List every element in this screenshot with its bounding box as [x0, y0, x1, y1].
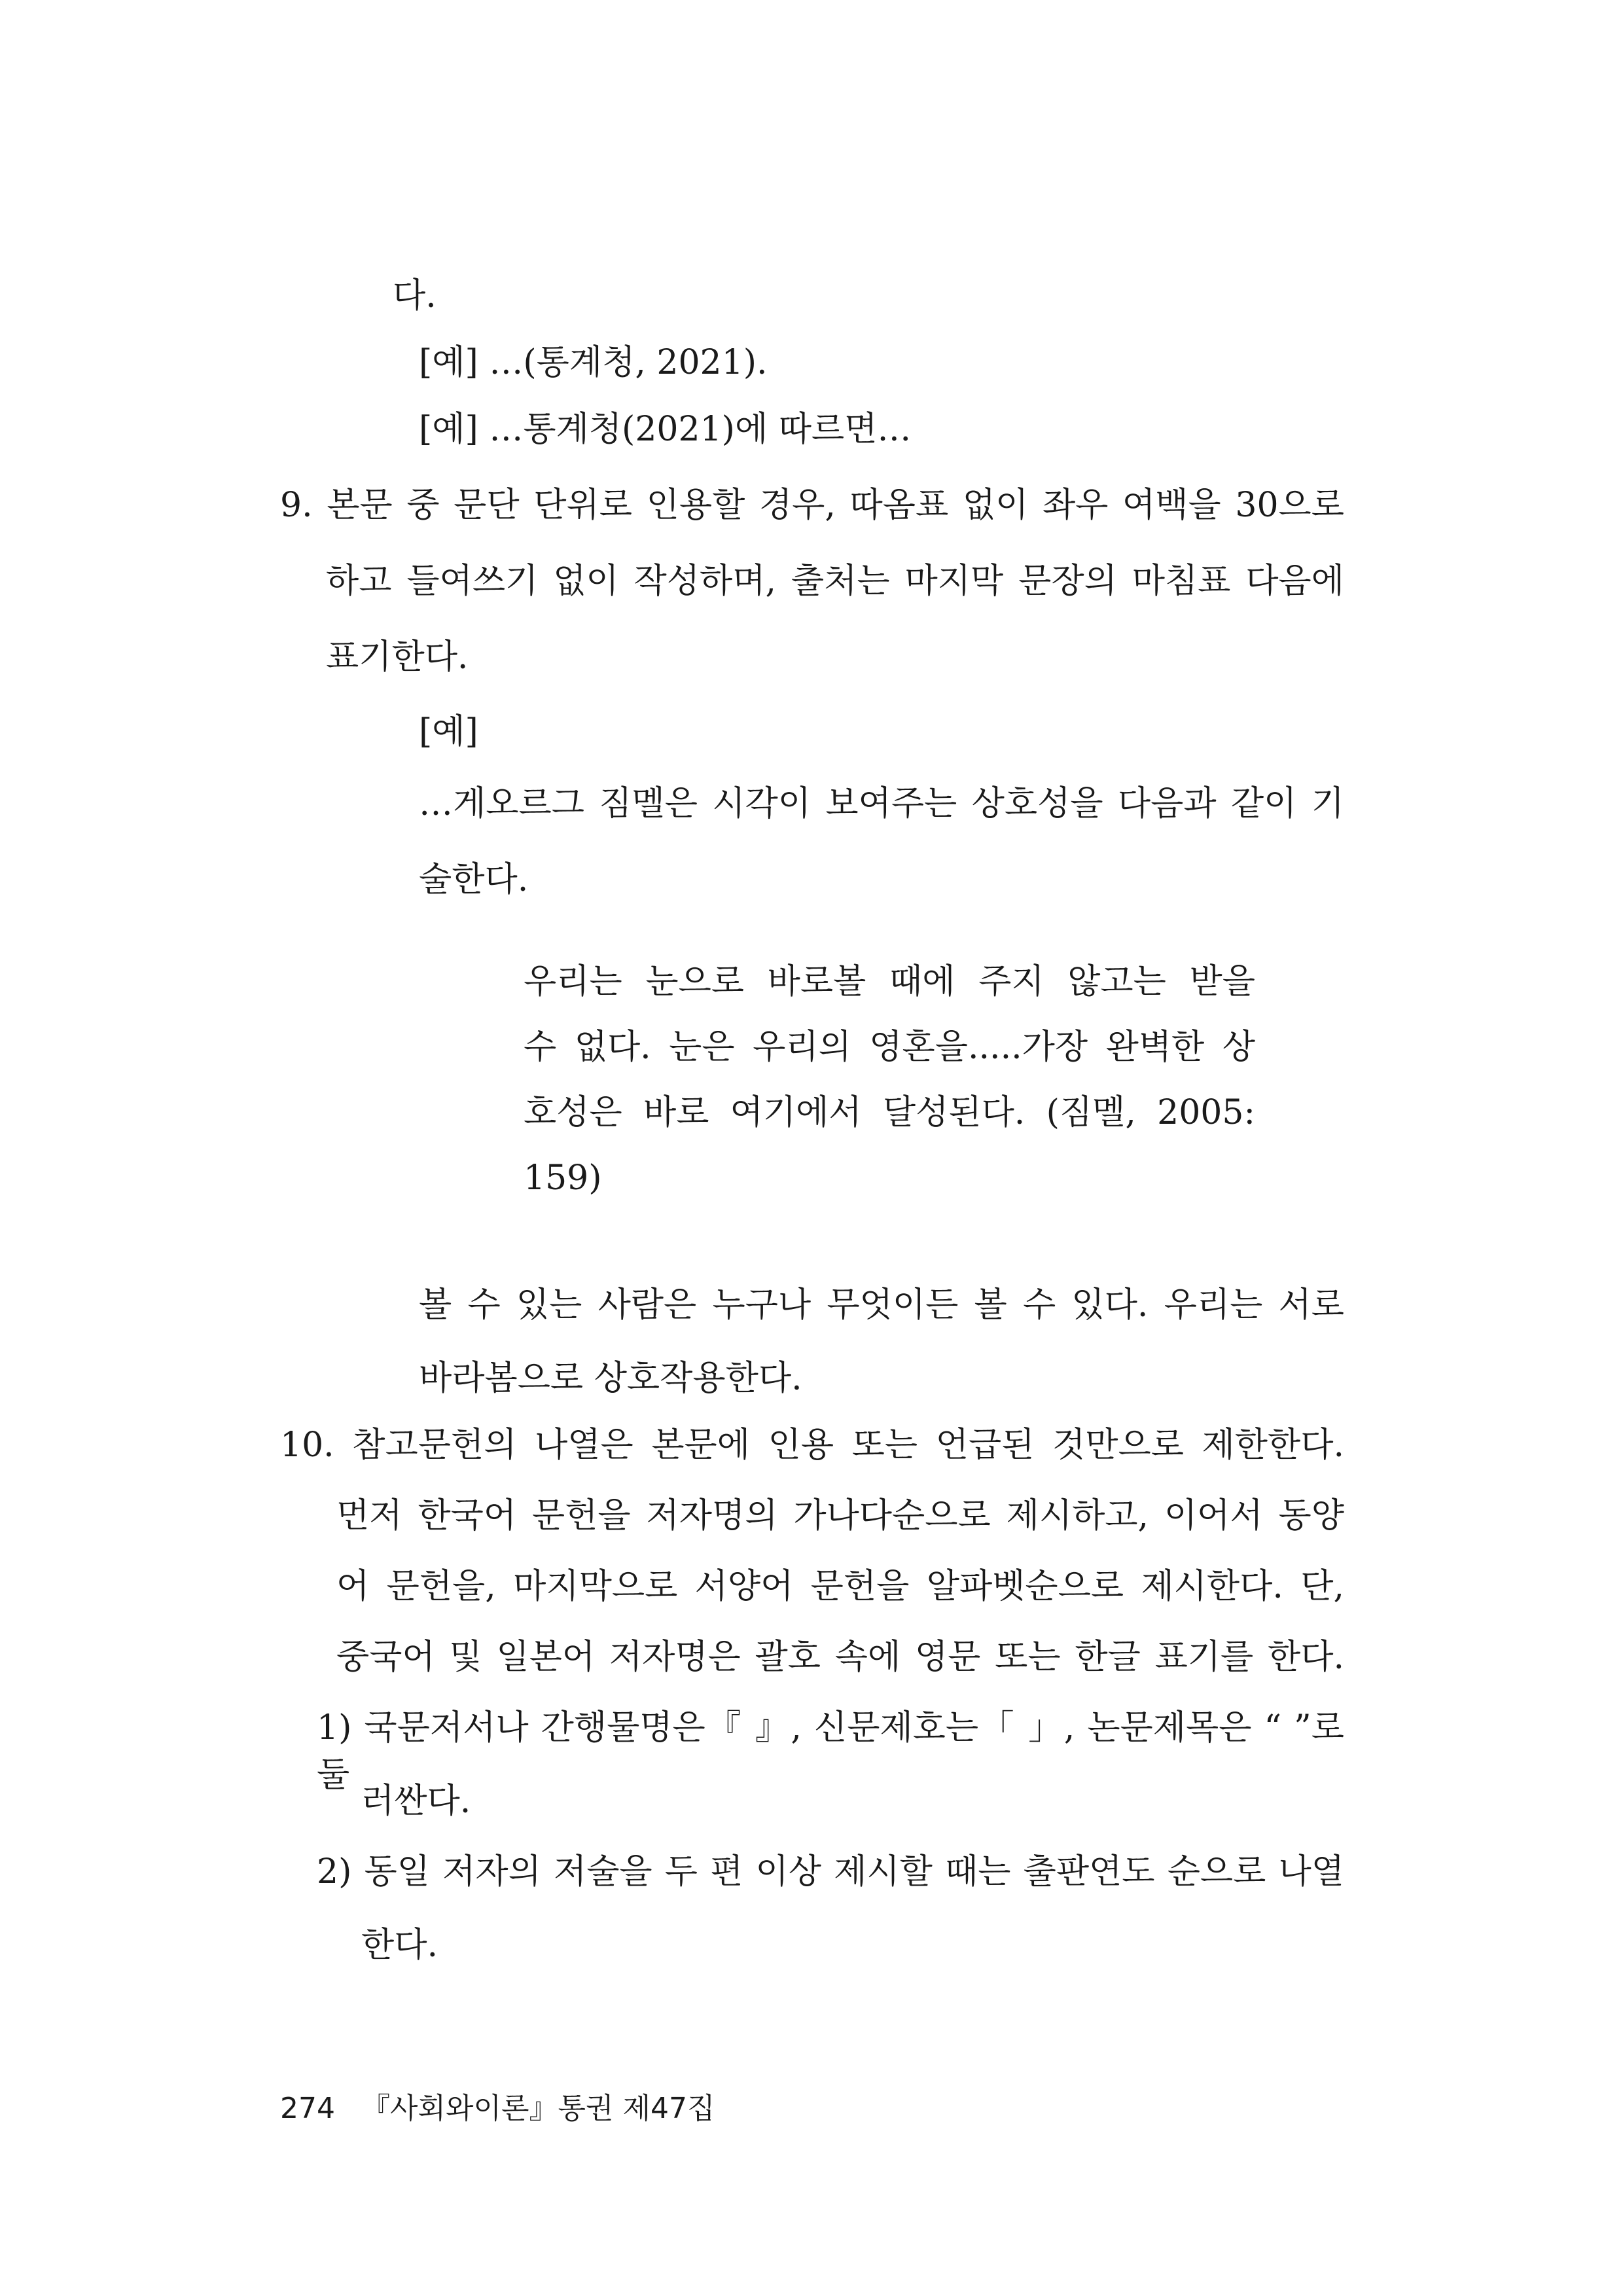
subitem-2-line: 2) 동일 저자의 저술을 두 편 이상 제시할 때는 출판연도 순으로 나열	[317, 1852, 1344, 1892]
item10-line: 어 문헌을, 마지막으로 서양어 문헌을 알파벳순으로 제시한다. 단,	[336, 1567, 1344, 1606]
subitem-1-line: 러싼다.	[361, 1782, 471, 1821]
block-quote-line: 159)	[524, 1158, 602, 1198]
item10-line: 먼저 한국어 문헌을 저자명의 가나다순으로 제시하고, 이어서 동양	[336, 1496, 1344, 1535]
block-quote-line: 우리는 눈으로 바로볼 때에 주지 않고는 받을	[524, 962, 1255, 1001]
item8-tail-line: 다.	[393, 276, 437, 315]
example-body-line: …게오르그 짐멜은 시각이 보여주는 상호성을 다음과 같이 기	[419, 784, 1344, 823]
item10-line: 10. 참고문헌의 나열은 본문에 인용 또는 언급된 것만으로 제한한다.	[280, 1426, 1344, 1465]
item9-line: 하고 들여쓰기 없이 작성하며, 출처는 마지막 문장의 마침표 다음에	[326, 562, 1344, 601]
item9-line: 9. 본문 중 문단 단위로 인용할 경우, 따옴표 없이 좌우 여백을 30으로	[280, 486, 1344, 525]
page-footer	[280, 2089, 715, 2128]
block-quote-line: 호성은 바로 여기에서 달성된다. (짐멜, 2005:	[524, 1093, 1255, 1132]
example-body-line: 바라봄으로 상호작용한다.	[419, 1359, 802, 1398]
example-label: [예]	[419, 712, 478, 751]
item9-line: 표기한다.	[326, 637, 469, 677]
item10-line: 중국어 및 일본어 저자명은 괄호 속에 영문 또는 한글 표기를 한다.	[336, 1638, 1344, 1677]
example-body-line: 볼 수 있는 사람은 누구나 무엇이든 볼 수 있다. 우리는 서로	[419, 1285, 1344, 1325]
page-number: 274	[280, 2092, 335, 2125]
journal-title: 『사회와이론』통권 제47집	[361, 2092, 715, 2125]
block-quote-line: 수 없다. 눈은 우리의 영혼을.....가장 완벽한 상	[524, 1028, 1255, 1067]
subitem-1-line: 1) 국문저서나 간행물명은『 』, 신문제호는「 」, 논문제목은 “ ”로 둘	[317, 1708, 1344, 1795]
example-body-line: 술한다.	[419, 860, 529, 899]
subitem-2-line: 한다.	[361, 1926, 438, 1965]
example-line: [예] …통계청(2021)에 따르면…	[419, 410, 912, 449]
example-line: [예] …(통계청, 2021).	[419, 343, 768, 382]
